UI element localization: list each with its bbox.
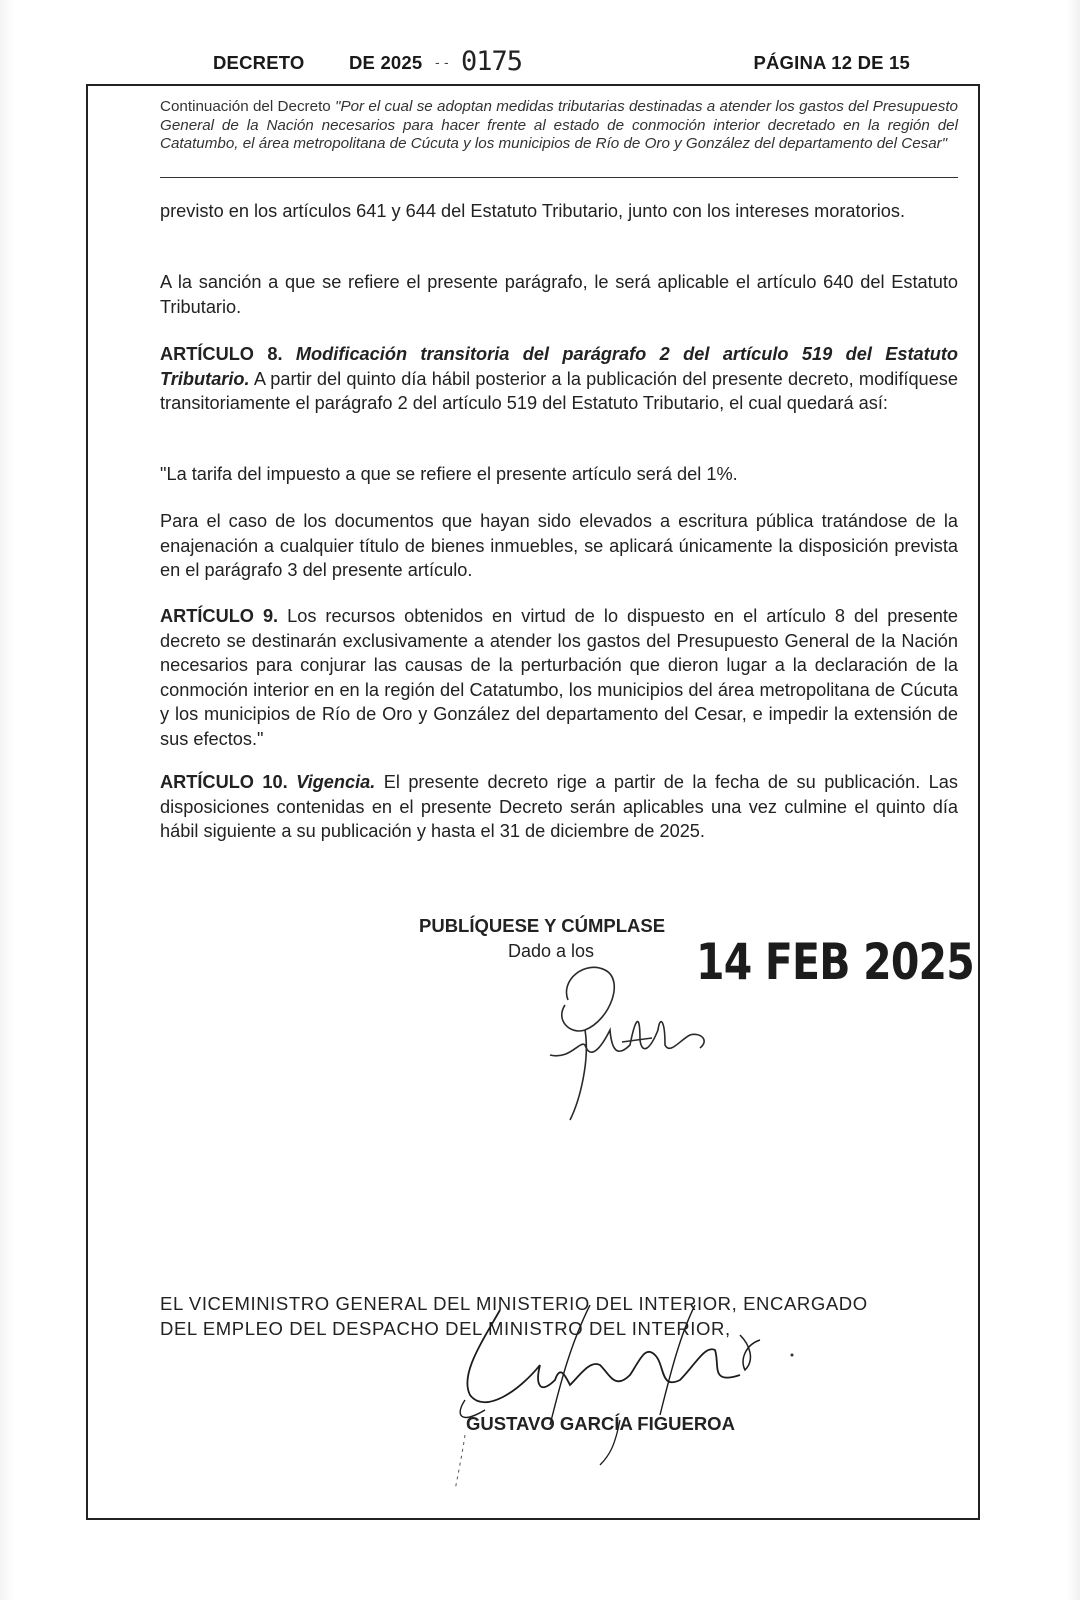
paragraph-sancion [160, 270, 958, 319]
signatory-name: GUSTAVO GARCÍA FIGUEROA [466, 1413, 735, 1434]
article-8 [160, 342, 958, 416]
article-10-text: El presente decreto rige a partir de la fecha de su publicación. Las disposiciones contenidas en el presente Decreto serán aplicables una vez culmine el quinto día hábil siguiente a su publicación y hasta el 31 de diciembre de 2025. [160, 772, 958, 841]
dado-label: Dado a los [508, 941, 595, 961]
article-8-text: A partir del quinto día hábil posterior a la publicación del presente decreto, modifíquese transitoriamente el parágrafo 2 del artículo 519 del Estatuto Tributario, el cual quedará así: [160, 368, 958, 413]
continuation-title: "Por el cual se adoptan medidas tributarias destinadas a atender los gastos del Presupuesto General de la Nación necesarios para hacer frente al estado de conmoción interior decretado en la región del Catatumbo, el área metropolitana de Cúcuta y los municipios de Río de Oro y González del departamento del Cesar" [160, 98, 958, 152]
paragraph-text: previsto en los artículos 641 y 644 del Estatuto Tributario, junto con los intereses moratorios. [160, 201, 906, 221]
article-10 [160, 770, 958, 844]
paragraph-text: Para el caso de los documentos que hayan sido elevados a escritura pública tratándose de la enajenación a cualquier título de bienes inmuebles, se aplicará únicamente la disposición prevista en el parágrafo 3 del presente artículo. [160, 511, 958, 580]
continuation-prefix: Continuación del Decreto [160, 98, 336, 115]
viceminister-signature [440, 1305, 820, 1525]
article-9 [160, 604, 958, 751]
article-10-title: Vigencia. [296, 772, 376, 792]
article-9-text: Los recursos obtenidos en virtud de lo dispuesto en el artículo 8 del presente decreto se destinarán exclusivamente a atender los gastos del Presupuesto General de la Nación necesarios para conjurar las causas de la perturbación que dieron lugar a la declaración de la conmoción interior en en la región del Catatumbo, los municipios del área metropolitana de Cúcuta y los municipios de Río de Oro y González del departamento del Cesar, e impedir la extensión de sus efectos." [160, 606, 958, 749]
signatory-title-line-1: EL VICEMINISTRO GENERAL DEL MINISTERIO DEL INTERIOR, ENCARGADO [160, 1293, 868, 1314]
decree-number: 0175 [461, 46, 523, 77]
signatory-title-line-2: DEL EMPLEO DEL DESPACHO DEL MINISTRO DEL INTERIOR, [160, 1318, 731, 1339]
president-signature [540, 960, 740, 1130]
quote-tarifa [160, 462, 958, 487]
article-8-title: Modificación transitoria del parágrafo 2 del artículo 519 del Estatuto Tributario. [160, 344, 959, 389]
paragraph-intereses [160, 199, 958, 224]
article-8-label: ARTÍCULO 8. [160, 344, 283, 364]
header-decreto-label: DECRETO [213, 52, 305, 73]
header-dots: - - [435, 54, 449, 70]
article-9-label: ARTÍCULO 9. [160, 606, 279, 626]
date-stamp: 14 FEB 2025 [696, 933, 974, 991]
paragraph-documentos [160, 509, 958, 583]
article-10-label: ARTÍCULO 10. [160, 772, 288, 792]
header-year-label: DE 2025 [349, 52, 423, 73]
publiquese-heading: PUBLÍQUESE Y CÚMPLASE [419, 915, 666, 936]
continuation-note [160, 98, 958, 154]
quote-text: "La tarifa del impuesto a que se refiere el presente artículo será del 1%. [160, 464, 738, 484]
page-number: PÁGINA 12 DE 15 [753, 52, 910, 73]
paragraph-text: A la sanción a que se refiere el presente parágrafo, le será aplicable el artículo 640 del Estatuto Tributario. [160, 272, 958, 317]
continuation-divider [160, 177, 958, 178]
document-header [213, 46, 910, 80]
